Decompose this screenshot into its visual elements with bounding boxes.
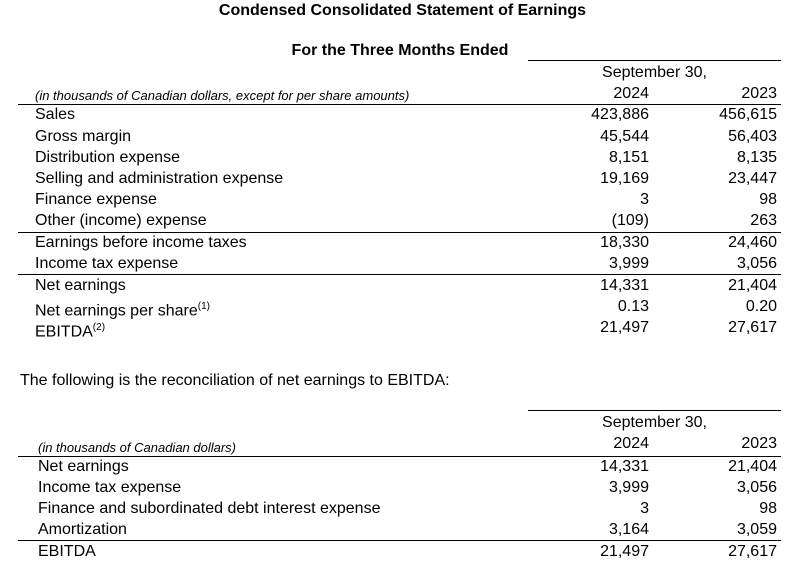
value-2023: 98 bbox=[759, 500, 777, 517]
recon-col-2023-header: 2023 bbox=[741, 435, 777, 452]
value-2024: 14,331 bbox=[600, 277, 649, 294]
value-2023: 3,059 bbox=[736, 521, 777, 538]
value-2024: 14,331 bbox=[600, 458, 649, 475]
row-label: Sales bbox=[35, 106, 76, 123]
total-rule bbox=[18, 274, 781, 275]
row-label: Net earnings bbox=[38, 458, 129, 475]
row-label: Other (income) expense bbox=[35, 212, 207, 229]
value-2024: 3,999 bbox=[608, 479, 649, 496]
value-2024: (109) bbox=[611, 212, 649, 229]
recon-total-rule bbox=[18, 540, 781, 541]
value-2024: 0.13 bbox=[617, 298, 649, 315]
value-2023: 27,617 bbox=[728, 543, 777, 560]
row-label: Selling and administration expense bbox=[35, 170, 284, 187]
value-2024: 3,999 bbox=[608, 255, 649, 272]
value-2024: 21,497 bbox=[600, 543, 649, 560]
recon-date-header: September 30, bbox=[602, 414, 707, 431]
value-2023: 3,056 bbox=[736, 255, 777, 272]
row-label bbox=[35, 318, 105, 342]
row-label: Finance expense bbox=[35, 191, 157, 208]
value-2023: 98 bbox=[759, 191, 777, 208]
col-2023-header: 2023 bbox=[741, 85, 777, 102]
date-header: September 30, bbox=[602, 64, 707, 81]
value-2024: 3 bbox=[640, 500, 649, 517]
recon-header-rule bbox=[528, 410, 781, 411]
value-2023: 0.20 bbox=[745, 298, 777, 315]
value-2024: 3 bbox=[640, 191, 649, 208]
value-2024: 18,330 bbox=[600, 234, 649, 251]
row-label: Earnings before income taxes bbox=[35, 234, 247, 251]
value-2024: 3,164 bbox=[608, 521, 649, 538]
row-label-text: EBITDA bbox=[35, 323, 93, 341]
statement-period: For the Three Months Ended bbox=[291, 42, 509, 59]
value-2024: 8,151 bbox=[608, 149, 649, 166]
recon-units-note: (in thousands of Canadian dollars) bbox=[38, 440, 237, 455]
value-2023: 456,615 bbox=[719, 106, 777, 123]
value-2023: 24,460 bbox=[728, 234, 777, 251]
value-2023: 263 bbox=[750, 212, 777, 229]
col-2024-header: 2024 bbox=[613, 85, 649, 102]
row-label: EBITDA bbox=[38, 543, 96, 560]
row-label-text: Net earnings per share bbox=[35, 302, 198, 320]
row-label: Gross margin bbox=[35, 128, 132, 145]
footnote-marker: (2) bbox=[92, 322, 106, 333]
units-note: (in thousands of Canadian dollars, except for per share amounts) bbox=[35, 88, 410, 103]
value-2023: 3,056 bbox=[736, 479, 777, 496]
value-2023: 27,617 bbox=[728, 319, 777, 336]
value-2023: 56,403 bbox=[728, 128, 777, 145]
value-2024: 21,497 bbox=[600, 319, 649, 336]
header-rule bbox=[528, 60, 781, 61]
row-label: Income tax expense bbox=[35, 255, 179, 272]
value-2023: 8,135 bbox=[736, 149, 777, 166]
footnote-marker: (1) bbox=[197, 301, 210, 312]
reconciliation-intro: The following is the reconciliation of net earnings to EBITDA: bbox=[20, 372, 450, 389]
value-2023: 21,404 bbox=[728, 458, 777, 475]
value-2024: 19,169 bbox=[600, 170, 649, 187]
value-2024: 45,544 bbox=[600, 128, 649, 145]
recon-col-2024-header: 2024 bbox=[613, 435, 649, 452]
value-2023: 21,404 bbox=[728, 277, 777, 294]
row-label: Amortization bbox=[38, 521, 127, 538]
row-label: Net earnings bbox=[35, 277, 126, 294]
row-label: Income tax expense bbox=[38, 479, 182, 496]
row-label: Distribution expense bbox=[35, 149, 180, 166]
row-label: Finance and subordinated debt interest expense bbox=[38, 500, 381, 517]
statement-title: Condensed Consolidated Statement of Earnings bbox=[218, 2, 587, 19]
value-2024: 423,886 bbox=[591, 106, 649, 123]
value-2023: 23,447 bbox=[728, 170, 777, 187]
